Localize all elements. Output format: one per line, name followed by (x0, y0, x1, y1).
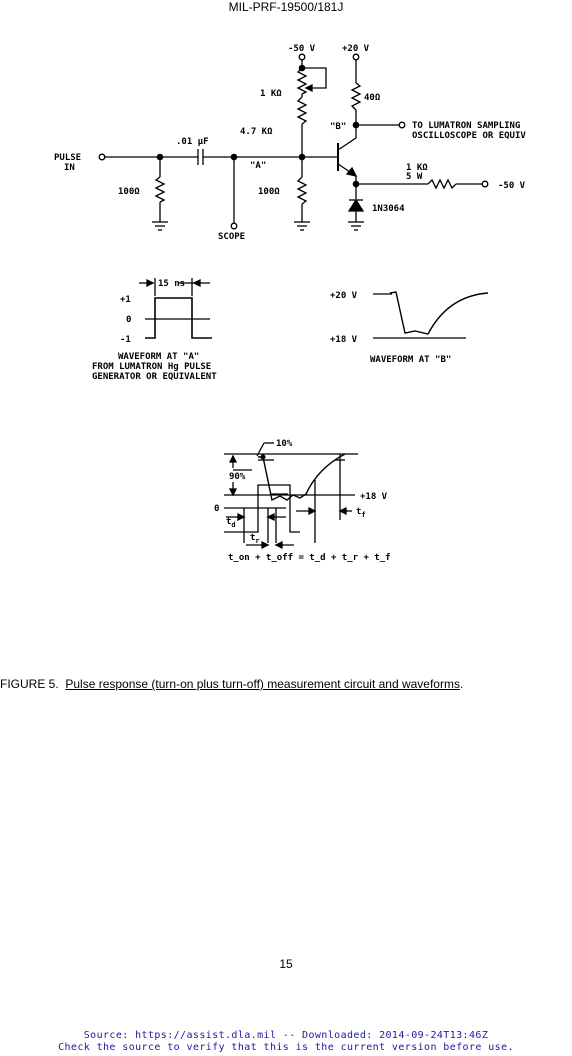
potentiometer (298, 68, 306, 94)
collector-resistor-label: 40Ω (364, 93, 381, 103)
document-id: MIL-PRF-19500/181J (228, 0, 344, 14)
pulse-width-label: 15 ns (158, 279, 186, 289)
waveform-a-caption-2: FROM LUMATRON Hg PULSE (92, 362, 212, 372)
input-resistor (156, 177, 164, 202)
waveform-b-lo: +18 V (330, 335, 358, 345)
timing-zero-label: 0 (214, 504, 220, 514)
capacitor-label: .01 μF (176, 137, 209, 147)
waveform-b-trace (390, 292, 488, 334)
emitter-resistor-label: 1 KΩ (406, 163, 428, 173)
waveform-b-plot (373, 292, 488, 338)
figure-title: Pulse response (turn-on plus turn-off) measurement circuit and waveforms (65, 677, 460, 691)
diode-label: 1N3064 (372, 204, 405, 214)
waveform-b-hi: +20 V (330, 291, 358, 301)
td-label: $t_d$ (226, 517, 236, 529)
diode (349, 200, 363, 211)
tf-label: $t_f$ (356, 507, 366, 519)
collector-resistor (352, 83, 360, 110)
node-b-label: "B" (330, 122, 347, 132)
output-label-2: OSCILLOSCOPE OR EQUIV (412, 131, 526, 141)
source-line-1: Source: https://assist.dla.mil -- Downloaded: 2014-09-24T13:46Z (83, 1030, 489, 1041)
waveform-b-caption: WAVEFORM AT "B" (370, 355, 452, 365)
figure-suffix: . (459, 677, 464, 691)
figure-caption (0, 677, 572, 691)
output-label-1: TO LUMATRON SAMPLING (412, 121, 521, 131)
base-resistor (298, 177, 306, 204)
waveform-a-lo: -1 (120, 335, 131, 345)
timing-18v-label: +18 V (360, 492, 388, 502)
input-resistor-label: 100Ω (118, 187, 140, 197)
timing-equation: t_on + t_off = t_d + t_r + t_f (228, 553, 391, 563)
emitter-resistor-watt: 5 W (406, 172, 423, 182)
pulse-in-label-2: IN (64, 163, 75, 173)
potentiometer-label: 1 KΩ (260, 89, 282, 99)
timing-output-trace (258, 454, 345, 500)
ninety-percent-label: 90% (229, 472, 246, 482)
tr-label: $t_r$ (250, 533, 260, 545)
page-number: 15 (279, 957, 293, 971)
measurement-circuit (99, 54, 488, 230)
timing-diagram (224, 443, 358, 548)
waveform-a-caption-3: GENERATOR OR EQUIVALENT (92, 372, 217, 382)
bias-resistor (298, 97, 306, 124)
pulse-in-label: PULSE (54, 153, 82, 163)
source-footer (0, 1030, 572, 1054)
bias-resistor-label: 4.7 KΩ (240, 127, 273, 137)
ten-percent-label: 10% (276, 439, 293, 449)
emitter-resistor (428, 180, 456, 188)
node-a-label: "A" (250, 161, 267, 171)
figure-number: FIGURE 5. (0, 677, 59, 691)
waveform-a-pulse (145, 298, 212, 338)
waveform-a-caption-1: WAVEFORM AT "A" (118, 352, 200, 362)
waveform-a-hi: +1 (120, 295, 131, 305)
source-line-2: Check the source to verify that this is the current version before use. (58, 1042, 514, 1053)
emitter-supply-label: -50 V (498, 181, 526, 191)
scope-label: SCOPE (218, 232, 246, 242)
supply-neg-label: -50 V (288, 44, 316, 54)
waveform-a-zero: 0 (126, 315, 132, 325)
base-resistor-label: 100Ω (258, 187, 280, 197)
supply-pos-label: +20 V (342, 44, 370, 54)
